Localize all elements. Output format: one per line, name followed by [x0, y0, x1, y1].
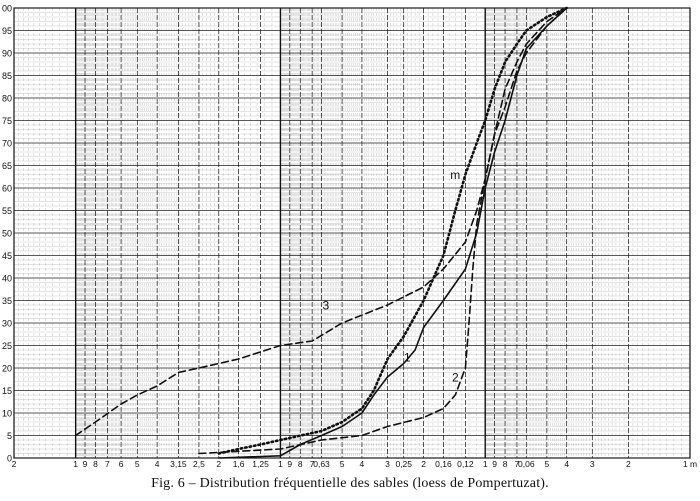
y-tick-label: 45: [1, 251, 12, 261]
figure-caption: Fig. 6 – Distribution fréquentielle des sables (loess de Pompertuzat).: [151, 476, 549, 491]
y-tick-label: 75: [1, 116, 12, 126]
x-tick-label: 0,06: [518, 459, 535, 469]
x-tick-label: 8: [297, 459, 303, 469]
y-tick-label: 30: [1, 318, 12, 329]
x-tick-label: 4: [359, 459, 365, 469]
x-tick-label: 1: [278, 459, 283, 469]
x-tick-label: 3,15: [170, 459, 187, 469]
y-tick-label: 25: [1, 341, 12, 351]
y-tick-label: 50: [1, 228, 12, 239]
x-tick-label: 7: [309, 459, 315, 469]
y-tick-label: 35: [1, 296, 12, 306]
x-tick-label: 5: [134, 459, 140, 469]
x-tick-label: 0,25: [395, 459, 412, 469]
x-tick-label: 9: [82, 459, 88, 469]
x-tick-label: 9: [287, 459, 293, 469]
y-tick-label: 80: [1, 93, 12, 104]
series-line-2: [199, 8, 567, 454]
x-tick-label: 2: [11, 459, 17, 469]
x-tick-label: 0,16: [435, 459, 452, 469]
y-tick-label: 95: [1, 26, 12, 36]
y-tick-label: 55: [1, 206, 12, 216]
y-tick-label: 40: [1, 273, 12, 284]
y-tick-label: 20: [1, 363, 12, 374]
series-line-3: [76, 8, 567, 436]
major-grid: [14, 8, 690, 458]
y-tick-label: 0: [6, 453, 12, 464]
x-tick-label: 1 m: [682, 459, 698, 469]
x-tick-label: 7: [105, 459, 110, 469]
y-tick-label: 70: [1, 138, 12, 149]
x-tick-label: 8: [93, 459, 98, 469]
x-tick-label: 1,25: [252, 459, 269, 469]
y-tick-label: 10: [1, 408, 12, 419]
x-tick-label: 2: [216, 459, 222, 469]
y-tick-label: 5: [6, 431, 12, 441]
x-tick-label: 2,5: [193, 459, 205, 469]
x-tick-label: 1: [73, 459, 79, 469]
y-tick-label: 90: [1, 48, 12, 59]
x-tick-label: 2: [625, 459, 631, 469]
x-tick-label: 5: [339, 459, 345, 469]
x-tick-label: 4: [564, 459, 570, 469]
curve-label-1: 1: [404, 350, 411, 365]
x-tick-labels: [12, 459, 697, 469]
x-tick-label: 3: [385, 459, 390, 469]
x-tick-label: 3: [589, 459, 595, 469]
x-tick-label: 0,12: [457, 459, 474, 469]
x-tick-label: 4: [154, 459, 160, 469]
curve-label-m: m: [450, 168, 461, 182]
x-tick-label: 1: [482, 459, 488, 469]
y-tick-label: 85: [1, 71, 12, 81]
x-tick-label: 2: [421, 459, 426, 469]
x-tick-label: 8: [502, 459, 508, 469]
x-tick-label: 0,63: [313, 459, 330, 469]
x-tick-label: 9: [492, 459, 497, 469]
y-tick-label: 15: [1, 386, 12, 396]
curve-label-2: 2: [451, 370, 459, 385]
x-tick-label: 1,6: [232, 459, 245, 469]
y-tick-labels: [2, 4, 12, 464]
y-tick-label: 65: [1, 161, 12, 171]
y-tick-label: 00: [1, 3, 12, 14]
curve-label-3: 3: [322, 298, 330, 313]
x-tick-label: 5: [544, 459, 550, 469]
x-tick-label: 6: [118, 459, 124, 469]
y-tick-label: 60: [1, 183, 12, 194]
x-tick-label: 7: [514, 459, 520, 469]
